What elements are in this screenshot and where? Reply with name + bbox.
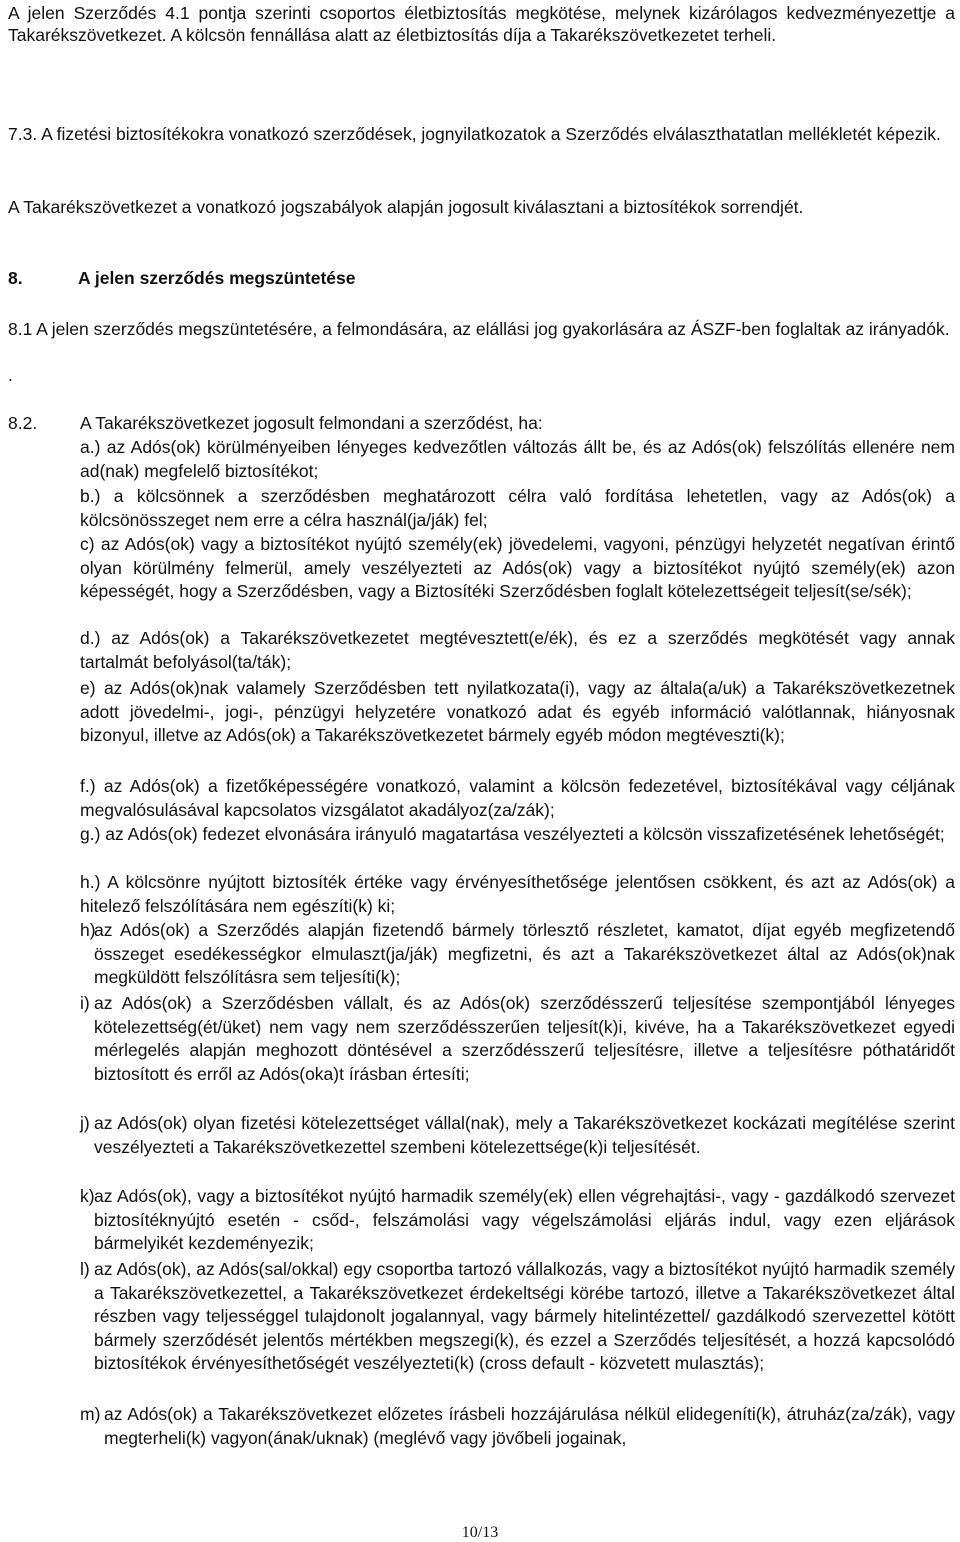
paragraph-7-3: 7.3. A fizetési biztosítékokra vonatkozó szerződések, jognyilatkozatok a Szerződés elválaszthatatlan mellékletét képezik.	[8, 124, 941, 144]
item-label: h)	[80, 920, 96, 940]
list-item-a: a.) az Adós(ok) körülményeiben lényeges kedvezőtlen változás állt be, és az Adós(ok) felszólítás ellenére nem ad(nak) megfelelő biztosítékot;	[80, 437, 955, 481]
list-item-h1: h.) A kölcsönre nyújtott biztosíték értéke vagy érvényesíthetősége jelentősen csökkent, és azt az Adós(ok) a hitelező felszólítására nem egészíti(k) ki;	[80, 872, 955, 916]
section-number: 8.	[8, 268, 23, 288]
section-number: 8.2.	[8, 413, 38, 433]
paragraph-life-insurance: A jelen Szerződés 4.1 pontja szerinti csoportos életbiztosítás megkötése, melynek kizárólagos kedvezményezettje a Takarékszövetkezet. A kölcsön fennállása alatt az életbiztosítás díja a Takarékszövetkezetet terheli.	[8, 3, 955, 45]
stray-dot: .	[8, 365, 13, 385]
item-text: az Adós(ok) a Takarékszövetkezet előzetes írásbeli hozzájárulása nélkül elidegeníti(k), átruház(za/zák), vagy megterheli(k) vagyon(ának/uknak) (meglévő vagy jövőbeli jogainak,	[104, 1404, 955, 1448]
list-item-e: e) az Adós(ok)nak valamely Szerződésben tett nyilatkozata(i), vagy az általa(a/uk) a Takarékszövetkezetnek adott jövedelmi-, jogi-, pénzügyi helyzetére vonatkozó adat és egyéb információ valótlannak, hiányosnak bizonyul, illetve az Adós(ok) a Takarékszövetkezetet bármely egyéb módon megtéveszti(k);	[80, 678, 955, 745]
section-8-2-heading	[8, 412, 543, 434]
item-text: az Adós(ok) a Szerződés alapján fizetendő bármely törlesztő részletet, kamatot, díjat egyéb megfizetendő összeget esedékességkor elmulaszt(ja/ják) megfizetni, és azt a Takarékszövetkezet által az Adós(ok)nak megküldött felszólításra sem teljesíti(k);	[94, 920, 955, 987]
item-text: az Adós(ok) a Szerződésben vállalt, és az Adós(ok) szerződésszerű teljesítése szempontjából lényeges kötelezettség(ét/üket) nem vagy nem szerződésszerűen teljesít(k)i, kivéve, ha a Takarékszövetkezet egyedi mérlegelés alapján meghozott döntésével a szerződésszerű teljesítésre, illetve a teljesítésre póthatáridőt biztosított és erről az Adós(oka)t írásban értesíti;	[94, 993, 955, 1084]
item-text: az Adós(ok), vagy a biztosítékot nyújtó harmadik személy(ek) ellen végrehajtási-, vagy - gazdálkodó szervezet biztosítéknyújtó esetén - csőd-, felszámolási vagy végelszámolási eljárás indul, vagy ezen eljárások bármelyikét kezdeményezik;	[94, 1186, 955, 1253]
item-text: az Adós(ok) olyan fizetési kötelezettséget vállal(nak), mely a Takarékszövetkezet kockázati megítélése szerint veszélyezteti a Takarékszövetkezettel szembeni kötelezettsége(k)i teljesítését.	[94, 1113, 955, 1157]
section-heading-8	[8, 268, 356, 289]
list-item-d: d.) az Adós(ok) a Takarékszövetkezetet megtévesztett(e/ék), és ez a szerződés megkötését vagy annak tartalmát befolyásol(ta/ták);	[80, 628, 955, 672]
paragraph-8-1: 8.1 A jelen szerződés megszüntetésére, a felmondására, az elállási jog gyakorlására az ÁSZF-ben foglaltak az irányadók.	[8, 319, 950, 339]
item-label: i)	[80, 993, 90, 1013]
list-item-b: b.) a kölcsönnek a szerződésben meghatározott célra való fordítása lehetetlen, vagy az Adós(ok) a kölcsönösszeget nem erre a célra használ(ja/ják) fel;	[80, 486, 955, 530]
list-item-l	[80, 1258, 955, 1376]
list-item-k	[80, 1185, 955, 1256]
item-label: l)	[80, 1259, 90, 1279]
item-label: k)	[80, 1186, 95, 1206]
list-item-f: f.) az Adós(ok) a fizetőképességére vonatkozó, valamint a kölcsön fedezetével, biztosítékával vagy céljának megvalósulásával kapcsolatos vizsgálatot akadályoz(za/zák);	[80, 776, 955, 820]
item-label: m)	[80, 1404, 101, 1424]
list-item-m	[80, 1403, 955, 1450]
list-item-i	[80, 992, 955, 1086]
item-label: j)	[80, 1113, 90, 1133]
item-text: az Adós(ok), az Adós(sal/okkal) egy csoportba tartozó vállalkozás, vagy a biztosítékot nyújtó harmadik személy a Takarékszövetkezettel, a Takarékszövetkezet érdekeltségi körébe tartozó, illetve a Takarékszövetkezet által részben vagy teljességgel tulajdonolt jogalannyal, vagy bármely hitelintézettel/ gazdálkodó szervezettel kötött bármely szerződését jelentős mértékben megszegi(k), és ezzel a Szerződés teljesítését, a hozzá kapcsolódó biztosítékok érvényesíthetőségét veszélyezteti(k) (cross default - közvetett mulasztás);	[94, 1259, 955, 1373]
section-title: A Takarékszövetkezet jogosult felmondani a szerződést, ha:	[80, 413, 543, 433]
list-item-c: c) az Adós(ok) vagy a biztosítékot nyújtó személy(ek) jövedelemi, vagyoni, pénzügyi helyzetét negatívan érintő olyan körülmény felmerül, amely veszélyezteti az Adós(ok) vagy a biztosítékot nyújtó személy(ek) azon képességét, hogy a Szerződésben, vagy a Biztosítéki Szerződésben foglalt kötelezettségeit teljesít(se/sék);	[80, 534, 955, 601]
list-item-g: g.) az Adós(ok) fedezet elvonására irányuló magatartása veszélyezteti a kölcsön visszafizetésének lehetőségét;	[80, 824, 945, 844]
list-item-j	[80, 1112, 955, 1159]
paragraph-7-3-order: A Takarékszövetkezet a vonatkozó jogszabályok alapján jogosult kiválasztani a biztosítékok sorrendjét.	[8, 197, 804, 217]
section-title: A jelen szerződés megszüntetése	[78, 268, 356, 288]
list-item-h2	[80, 919, 955, 990]
page-number: 10/13	[461, 1524, 499, 1541]
